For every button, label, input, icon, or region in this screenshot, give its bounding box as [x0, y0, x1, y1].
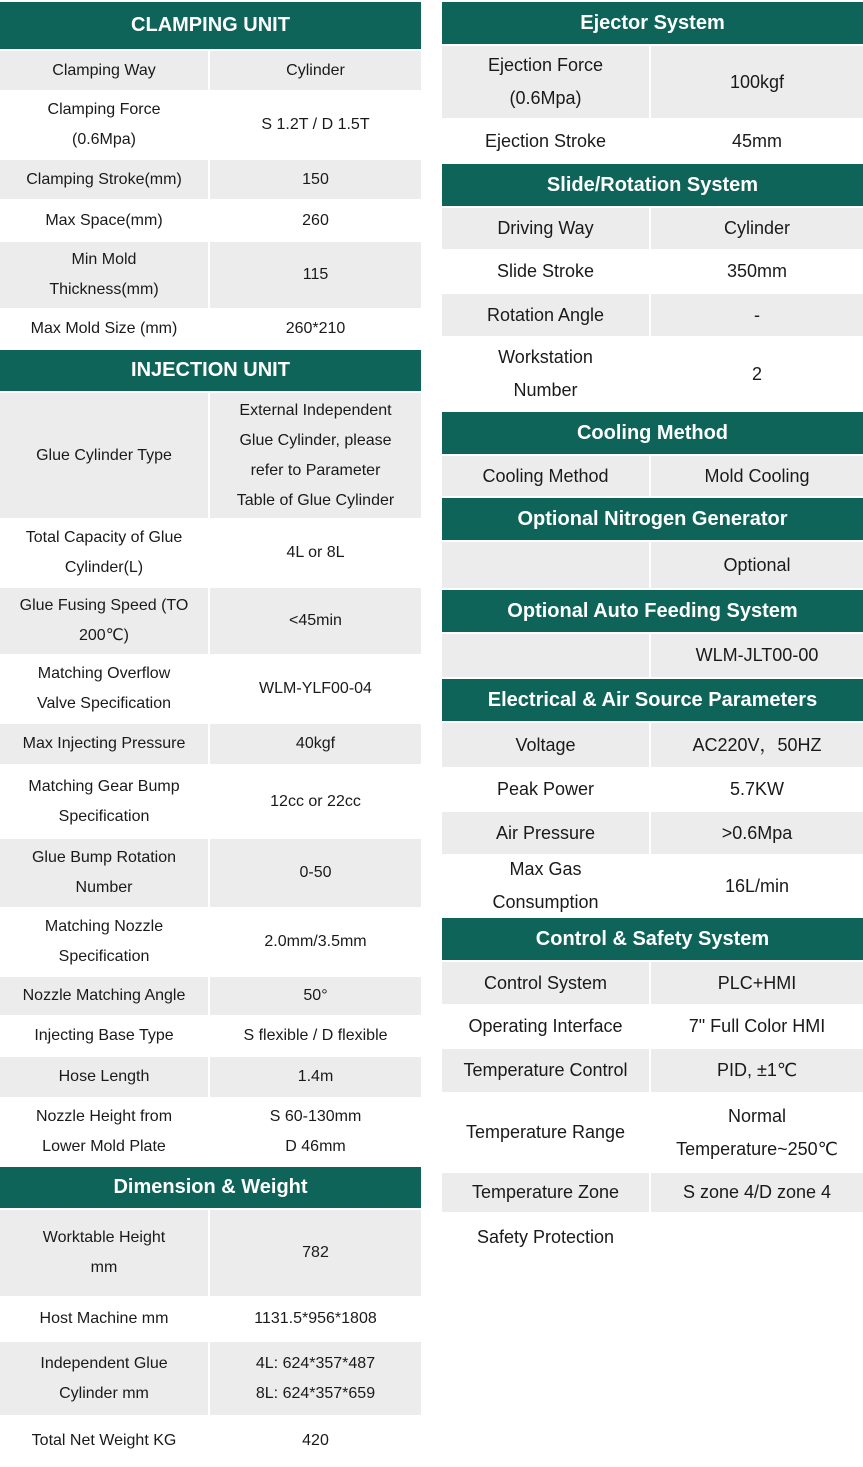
- spec-label: Workstation Number: [442, 338, 649, 410]
- spec-value: 150: [210, 160, 421, 199]
- spec-value: S 1.2T / D 1.5T: [210, 92, 421, 158]
- spec-row: [0, 520, 421, 586]
- spec-value: 5.7KW: [651, 769, 863, 810]
- spec-label: Temperature Range: [442, 1094, 649, 1171]
- spec-value: S flexible / D flexible: [210, 1017, 421, 1055]
- spec-row: [0, 724, 421, 764]
- spec-value: Mold Cooling: [651, 456, 863, 496]
- spec-label: Ejection Stroke: [442, 120, 649, 162]
- spec-row: [442, 812, 863, 854]
- spec-value: 50°: [210, 977, 421, 1015]
- spec-label: Control System: [442, 962, 649, 1004]
- spec-row: [442, 338, 863, 410]
- spec-label: Driving Way: [442, 208, 649, 249]
- spec-label: Min Mold Thickness(mm): [0, 242, 208, 308]
- spec-value: 45mm: [651, 120, 863, 162]
- spec-value: WLM-YLF00-04: [210, 656, 421, 722]
- spec-row: [442, 46, 863, 118]
- spec-row: [0, 1210, 421, 1296]
- spec-label: Max Mold Size (mm): [0, 310, 208, 348]
- spec-label: Matching Overflow Valve Specification: [0, 656, 208, 722]
- spec-label: Nozzle Height from Lower Mold Plate: [0, 1099, 208, 1165]
- spec-row: [0, 1298, 421, 1340]
- spec-row: [442, 1173, 863, 1212]
- spec-label: Independent Glue Cylinder mm: [0, 1342, 208, 1415]
- spec-row: [442, 634, 863, 677]
- spec-row: [0, 1099, 421, 1165]
- spec-row: [0, 51, 421, 90]
- spec-value: 420: [210, 1417, 421, 1465]
- spec-row: [0, 1057, 421, 1097]
- spec-label: Clamping Stroke(mm): [0, 160, 208, 199]
- spec-label: Max Gas Consumption: [442, 856, 649, 916]
- spec-label: Clamping Way: [0, 51, 208, 90]
- spec-value: 1.4m: [210, 1057, 421, 1097]
- spec-label: Cooling Method: [442, 456, 649, 496]
- spec-label: Voltage: [442, 723, 649, 767]
- spec-row: [0, 977, 421, 1015]
- section-header-optional-auto-feeding-system: Optional Auto Feeding System: [442, 590, 863, 632]
- spec-label: Ejection Force (0.6Mpa): [442, 46, 649, 118]
- spec-row: [0, 1017, 421, 1055]
- spec-row: [0, 92, 421, 158]
- spec-value: Cylinder: [651, 208, 863, 249]
- spec-label: Glue Cylinder Type: [0, 393, 208, 518]
- section-header-ejector-system: Ejector System: [442, 2, 863, 44]
- spec-row: [0, 310, 421, 348]
- spec-row: [0, 909, 421, 975]
- spec-label: Total Capacity of Glue Cylinder(L): [0, 520, 208, 586]
- spec-label: Temperature Control: [442, 1049, 649, 1092]
- spec-value: AC220V，50HZ: [651, 723, 863, 767]
- spec-row: [0, 766, 421, 837]
- spec-row: [442, 1049, 863, 1092]
- spec-row: [442, 251, 863, 292]
- spec-row: [442, 962, 863, 1004]
- spec-label: Temperature Zone: [442, 1173, 649, 1212]
- spec-value: S zone 4/D zone 4: [651, 1173, 863, 1212]
- spec-row: [442, 294, 863, 336]
- spec-value: 2.0mm/3.5mm: [210, 909, 421, 975]
- spec-value: 7" Full Color HMI: [651, 1006, 863, 1047]
- section-header-slide-rotation-system: Slide/Rotation System: [442, 164, 863, 206]
- section-header-clamping-unit: CLAMPING UNIT: [0, 2, 421, 49]
- spec-label: Matching Gear Bump Specification: [0, 766, 208, 837]
- spec-row: [442, 723, 863, 767]
- spec-row: [442, 208, 863, 249]
- spec-value: 115: [210, 242, 421, 308]
- spec-label: Glue Bump Rotation Number: [0, 839, 208, 907]
- spec-value: 40kgf: [210, 724, 421, 764]
- spec-value: 782: [210, 1210, 421, 1296]
- spec-row: [0, 656, 421, 722]
- spec-label: Slide Stroke: [442, 251, 649, 292]
- spec-row: [0, 393, 421, 518]
- spec-row: [442, 542, 863, 588]
- section-header-electrical-air-source-parameters: Electrical & Air Source Parameters: [442, 679, 863, 721]
- spec-row: [0, 588, 421, 654]
- spec-label: Safety Protection: [442, 1214, 649, 1260]
- spec-value: PID, ±1℃: [651, 1049, 863, 1092]
- spec-value: 4L or 8L: [210, 520, 421, 586]
- spec-value: 100kgf: [651, 46, 863, 118]
- spec-label: Total Net Weight KG: [0, 1417, 208, 1465]
- spec-label: Nozzle Matching Angle: [0, 977, 208, 1015]
- spec-row: [0, 839, 421, 907]
- spec-value: 1131.5*956*1808: [210, 1298, 421, 1340]
- spec-label: Host Machine mm: [0, 1298, 208, 1340]
- spec-row: [442, 856, 863, 916]
- spec-row: [0, 160, 421, 199]
- spec-value: Normal Temperature~250℃: [651, 1094, 863, 1171]
- spec-label: Hose Length: [0, 1057, 208, 1097]
- spec-value: External Independent Glue Cylinder, please refer to Parameter Table of Glue Cylinder: [210, 393, 421, 518]
- spec-label: Matching Nozzle Specification: [0, 909, 208, 975]
- spec-row: [442, 456, 863, 496]
- spec-row: [0, 1417, 421, 1465]
- spec-value: 4L: 624*357*487 8L: 624*357*659: [210, 1342, 421, 1415]
- spec-value: Cylinder: [210, 51, 421, 90]
- section-header-control-safety-system: Control & Safety System: [442, 918, 863, 960]
- spec-label: Glue Fusing Speed (TO 200℃): [0, 588, 208, 654]
- spec-label: Worktable Height mm: [0, 1210, 208, 1296]
- left-spec-column: [0, 2, 421, 1467]
- spec-value: PLC+HMI: [651, 962, 863, 1004]
- spec-label: Rotation Angle: [442, 294, 649, 336]
- spec-value: 0-50: [210, 839, 421, 907]
- spec-value: 2: [651, 338, 863, 410]
- spec-value: WLM-JLT00-00: [651, 634, 863, 677]
- spec-value: Optional: [651, 542, 863, 588]
- spec-value: >0.6Mpa: [651, 812, 863, 854]
- right-spec-column: [442, 2, 863, 1262]
- spec-value: 350mm: [651, 251, 863, 292]
- section-header-dimension-weight: Dimension & Weight: [0, 1167, 421, 1208]
- spec-value: 260*210: [210, 310, 421, 348]
- spec-row: [442, 1006, 863, 1047]
- spec-value: <45min: [210, 588, 421, 654]
- spec-label: Peak Power: [442, 769, 649, 810]
- section-header-cooling-method: Cooling Method: [442, 412, 863, 454]
- spec-label: [442, 634, 649, 677]
- section-header-optional-nitrogen-generator: Optional Nitrogen Generator: [442, 498, 863, 540]
- spec-value: S 60-130mm D 46mm: [210, 1099, 421, 1165]
- section-header-injection-unit: INJECTION UNIT: [0, 350, 421, 391]
- spec-label: Operating Interface: [442, 1006, 649, 1047]
- spec-row: [0, 201, 421, 240]
- spec-label: Max Injecting Pressure: [0, 724, 208, 764]
- spec-row: [442, 1214, 863, 1260]
- spec-value: 12cc or 22cc: [210, 766, 421, 837]
- spec-row: [442, 769, 863, 810]
- spec-label: Injecting Base Type: [0, 1017, 208, 1055]
- spec-value: 16L/min: [651, 856, 863, 916]
- spec-value: [651, 1214, 863, 1260]
- spec-label: [442, 542, 649, 588]
- spec-value: 260: [210, 201, 421, 240]
- spec-row: [0, 242, 421, 308]
- spec-label: Air Pressure: [442, 812, 649, 854]
- spec-value: -: [651, 294, 863, 336]
- spec-row: [442, 120, 863, 162]
- spec-label: Max Space(mm): [0, 201, 208, 240]
- spec-row: [0, 1342, 421, 1415]
- spec-row: [442, 1094, 863, 1171]
- spec-label: Clamping Force (0.6Mpa): [0, 92, 208, 158]
